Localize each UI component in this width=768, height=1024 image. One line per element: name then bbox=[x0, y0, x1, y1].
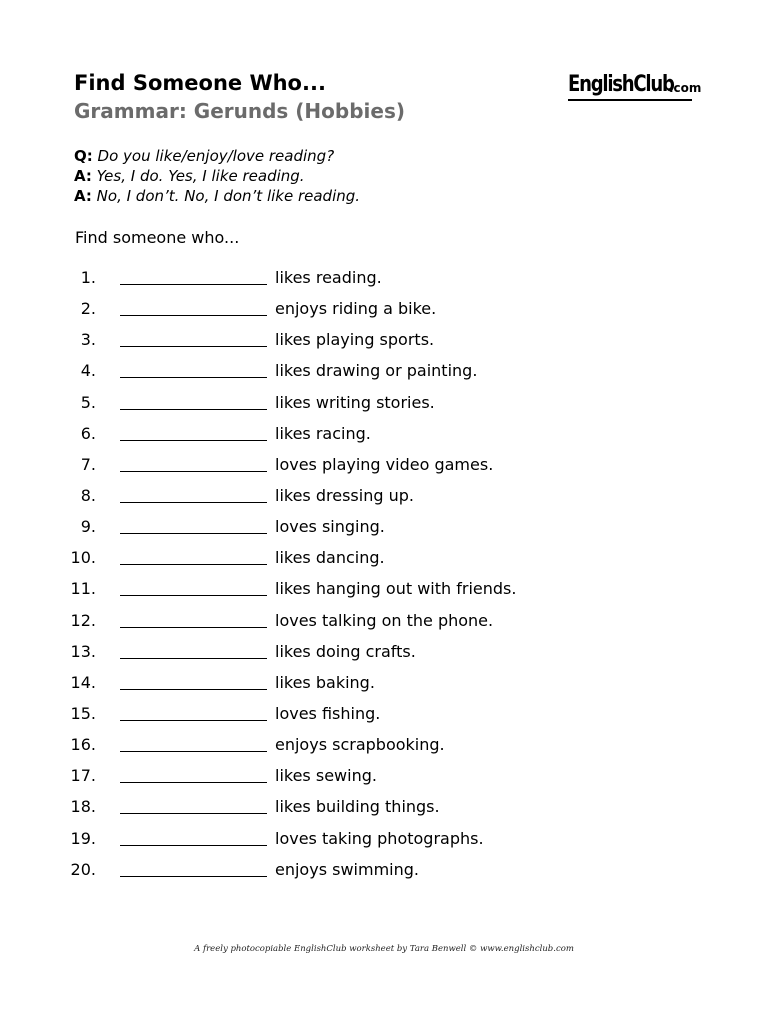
answer-blank[interactable] bbox=[120, 876, 267, 877]
item-text: likes sewing. bbox=[275, 766, 377, 786]
item-number: 15. bbox=[70, 703, 96, 723]
item-number: 19. bbox=[70, 828, 96, 848]
answer-blank[interactable] bbox=[120, 564, 267, 565]
answer-blank[interactable] bbox=[120, 782, 267, 783]
item-text: enjoys swimming. bbox=[275, 859, 419, 879]
item-text: likes hanging out with friends. bbox=[275, 579, 517, 599]
answer-blank[interactable] bbox=[120, 720, 267, 721]
answer-blank[interactable] bbox=[120, 440, 267, 441]
hobby-list bbox=[0, 265, 768, 888]
item-number: 5. bbox=[80, 392, 96, 412]
list-item bbox=[0, 701, 768, 732]
copyright-footer: A freely photocopiable EnglishClub worksheet by Tara Benwell © www.englishclub.com bbox=[194, 944, 574, 954]
list-item bbox=[0, 545, 768, 576]
list-item bbox=[0, 826, 768, 857]
list-item bbox=[0, 514, 768, 545]
dialogue-text: No, I don’t. No, I don’t like reading. bbox=[96, 187, 361, 205]
item-text: loves fishing. bbox=[275, 703, 381, 723]
item-number: 6. bbox=[80, 423, 96, 443]
dialogue-key: A: bbox=[74, 167, 92, 185]
answer-blank[interactable] bbox=[120, 689, 267, 690]
item-text: likes racing. bbox=[275, 423, 371, 443]
dialogue-key: Q: bbox=[74, 147, 93, 165]
item-text: likes dressing up. bbox=[275, 485, 414, 505]
item-number: 2. bbox=[80, 299, 96, 319]
list-item bbox=[0, 452, 768, 483]
item-text: likes dancing. bbox=[275, 548, 385, 568]
list-item bbox=[0, 265, 768, 296]
example-dialogue bbox=[74, 146, 360, 206]
item-number: 7. bbox=[80, 454, 96, 474]
list-item bbox=[0, 390, 768, 421]
item-text: likes drawing or painting. bbox=[275, 361, 478, 381]
list-item bbox=[0, 296, 768, 327]
item-number: 14. bbox=[70, 672, 96, 692]
answer-blank[interactable] bbox=[120, 502, 267, 503]
answer-blank[interactable] bbox=[120, 346, 267, 347]
dialogue-text: Do you like/enjoy/love reading? bbox=[97, 147, 335, 165]
item-number: 11. bbox=[70, 579, 96, 599]
list-item bbox=[0, 421, 768, 452]
worksheet-title: Find Someone Who... bbox=[74, 71, 326, 95]
item-text: enjoys riding a bike. bbox=[275, 299, 437, 319]
answer-blank[interactable] bbox=[120, 315, 267, 316]
item-number: 4. bbox=[80, 361, 96, 381]
item-text: likes baking. bbox=[275, 672, 375, 692]
answer-blank[interactable] bbox=[120, 627, 267, 628]
answer-blank[interactable] bbox=[120, 751, 267, 752]
answer-blank[interactable] bbox=[120, 409, 267, 410]
list-item bbox=[0, 732, 768, 763]
item-text: loves playing video games. bbox=[275, 454, 494, 474]
answer-blank[interactable] bbox=[120, 471, 267, 472]
list-item bbox=[0, 670, 768, 701]
logo-suffix: .com bbox=[669, 81, 702, 95]
answer-blank[interactable] bbox=[120, 813, 267, 814]
item-number: 3. bbox=[80, 330, 96, 350]
list-item bbox=[0, 794, 768, 825]
list-item bbox=[0, 857, 768, 888]
answer-blank[interactable] bbox=[120, 845, 267, 846]
list-item bbox=[0, 483, 768, 514]
item-text: likes reading. bbox=[275, 268, 382, 287]
logo-underline bbox=[568, 99, 692, 101]
item-number: 16. bbox=[70, 735, 96, 755]
item-number: 9. bbox=[80, 517, 96, 537]
list-item bbox=[0, 327, 768, 358]
item-text: loves singing. bbox=[275, 517, 385, 537]
instructions: Find someone who... bbox=[75, 228, 240, 247]
dialogue-key: A: bbox=[74, 187, 92, 205]
worksheet-subtitle: Grammar: Gerunds (Hobbies) bbox=[74, 99, 405, 123]
list-item bbox=[0, 763, 768, 794]
item-number: 8. bbox=[80, 485, 96, 505]
list-item bbox=[0, 358, 768, 389]
item-number: 20. bbox=[70, 859, 96, 879]
item-text: likes building things. bbox=[275, 797, 440, 817]
item-number: 12. bbox=[70, 610, 96, 630]
dialogue-line bbox=[74, 166, 360, 186]
answer-blank[interactable] bbox=[120, 284, 267, 285]
item-number: 18. bbox=[70, 797, 96, 817]
item-text: loves talking on the phone. bbox=[275, 610, 494, 630]
item-text: likes writing stories. bbox=[275, 392, 435, 412]
dialogue-line bbox=[74, 146, 360, 166]
list-item bbox=[0, 608, 768, 639]
item-text: enjoys scrapbooking. bbox=[275, 735, 445, 755]
dialogue-line bbox=[74, 186, 360, 206]
item-text: loves taking photographs. bbox=[275, 828, 484, 848]
list-item bbox=[0, 639, 768, 670]
answer-blank[interactable] bbox=[120, 595, 267, 596]
item-text: likes doing crafts. bbox=[275, 641, 416, 661]
englishclub-logo bbox=[568, 70, 702, 106]
item-number: 10. bbox=[70, 548, 96, 568]
item-text: likes playing sports. bbox=[275, 330, 435, 350]
answer-blank[interactable] bbox=[120, 377, 267, 378]
answer-blank[interactable] bbox=[120, 658, 267, 659]
logo-wordmark: EnglishClub bbox=[568, 72, 674, 97]
answer-blank[interactable] bbox=[120, 533, 267, 534]
item-number: 17. bbox=[70, 766, 96, 786]
list-item bbox=[0, 576, 768, 607]
item-number: 13. bbox=[70, 641, 96, 661]
item-number: 1. bbox=[80, 268, 96, 287]
dialogue-text: Yes, I do. Yes, I like reading. bbox=[96, 167, 305, 185]
